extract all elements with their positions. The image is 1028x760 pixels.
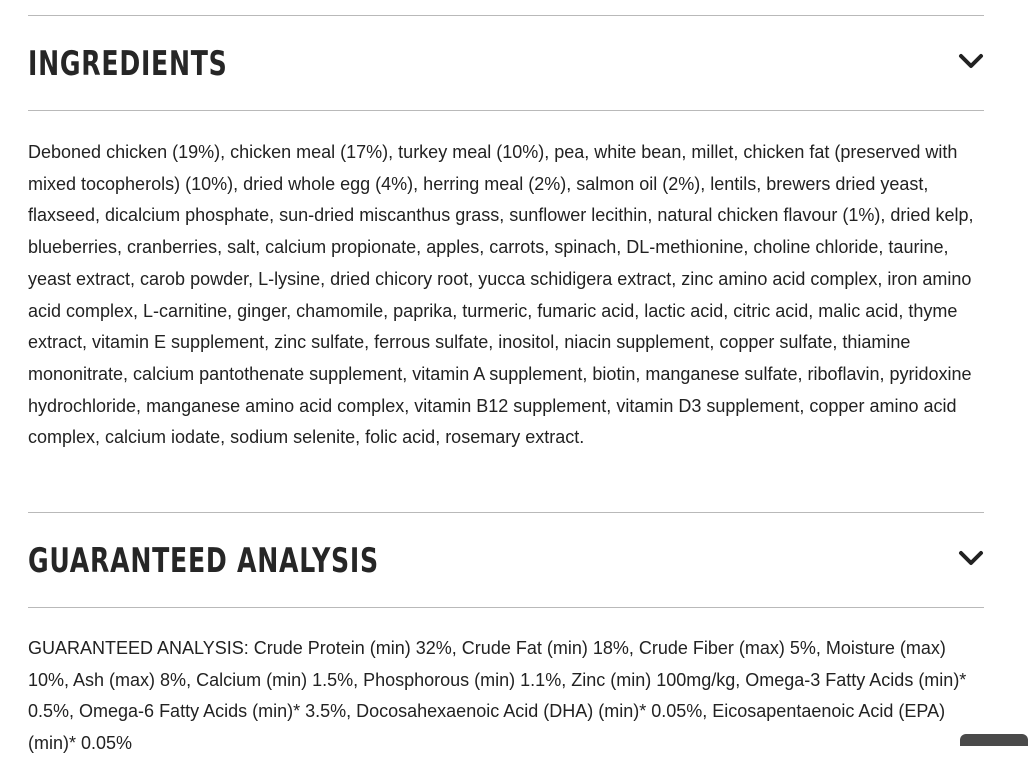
guaranteed-analysis-title: GUARANTEED ANALYSIS (28, 541, 379, 581)
ingredients-title: INGREDIENTS (28, 44, 228, 84)
ingredients-accordion-header[interactable] (28, 16, 984, 110)
scroll-to-top-tab[interactable] (960, 734, 1028, 746)
divider-ingredients (28, 110, 984, 111)
divider-analysis (28, 607, 984, 608)
chevron-down-icon[interactable] (958, 53, 984, 71)
guaranteed-analysis-text: GUARANTEED ANALYSIS: Crude Protein (min) 32%, Crude Fat (min) 18%, Crude Fiber (max) 5%, Moisture (max) 10%, Ash (max) 8%, Calcium (min) 1.5%, Phosphorous (min) 1.1%, Zinc (min) 100mg/kg, Omega-3 Fatty Acids (min)* 0.5%, Omega-6 Fatty Acids (min)* 3.5%, Docosahexaenoic Acid (DHA) (min)* 0.05%, Eicosapentaenoic Acid (EPA) (min)* 0.05% (28, 638, 967, 754)
ingredients-text: Deboned chicken (19%), chicken meal (17%), turkey meal (10%), pea, white bean, millet, chicken fat (preserved with mixed tocopherols) (10%), dried whole egg (4%), herring meal (2%), salmon oil (2%), lentils, brewers dried yeast, flaxseed, dicalcium phosphate, sun-dried miscanthus grass, sunflower lecithin, natural chicken flavour (1%), dried kelp, blueberries, cranberries, salt, calcium propionate, apples, carrots, spinach, DL-methionine, choline chloride, taurine, yeast extract, carob powder, L-lysine, dried chicory root, yucca schidigera extract, zinc amino acid complex, iron amino acid complex, L-carnitine, ginger, chamomile, paprika, turmeric, fumaric acid, lactic acid, citric acid, malic acid, thyme extract, vitamin E supplement, zinc sulfate, ferrous sulfate, inositol, niacin supplement, copper sulfate, thiamine mononitrate, calcium pantothenate supplement, vitamin A supplement, biotin, manganese sulfate, riboflavin, pyridoxine hydrochloride, manganese amino acid complex, vitamin B12 supplement, vitamin D3 supplement, copper amino acid complex, calcium iodate, sodium selenite, folic acid, rosemary extract. (28, 142, 974, 448)
guaranteed-analysis-accordion-header[interactable] (28, 513, 984, 607)
chevron-down-icon[interactable] (958, 550, 984, 568)
